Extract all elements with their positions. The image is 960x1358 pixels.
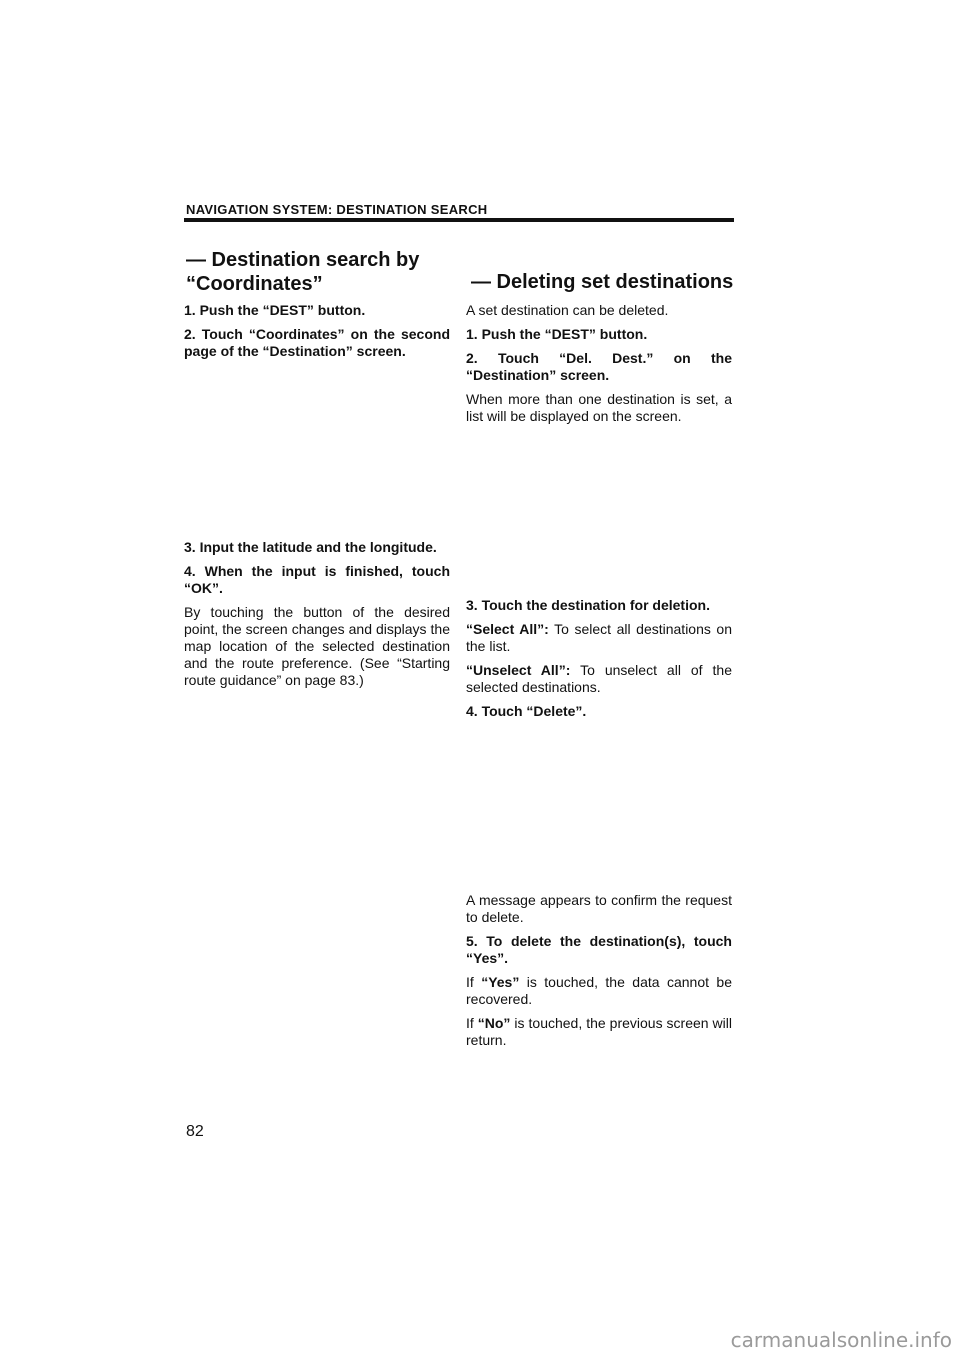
yes-term: “Yes”: [481, 974, 520, 990]
left-column-top: [184, 302, 450, 367]
select-all-term: “Select All”:: [466, 621, 549, 637]
left-body-1: By touching the button of the desired point, the screen changes and displays the map location of the selected destination and the route preference. (See “Starting route guidance” on page 83.): [184, 604, 450, 688]
no-term: “No”: [477, 1015, 511, 1031]
section-title-coordinates: [186, 248, 419, 296]
right-step-1: 1. Push the “DEST” button.: [466, 326, 648, 342]
right-body-1: When more than one destination is set, a list will be displayed on the screen.: [466, 391, 732, 424]
right-body-2: A message appears to confirm the request to delete.: [466, 892, 732, 925]
section-title-deleting: — Deleting set destinations: [471, 271, 734, 293]
watermark: carmanualsonline.info: [730, 1328, 952, 1352]
page-number: 82: [186, 1123, 204, 1140]
yes-desc: is touched, the data cannot be recovered.: [466, 974, 732, 1007]
running-header: NAVIGATION SYSTEM: DESTINATION SEARCH: [186, 202, 488, 217]
yes-prefix: If: [466, 974, 482, 990]
left-column-bottom: [184, 539, 450, 696]
left-step-2: 2. Touch “Coordinates” on the second page of the “Destination” screen.: [184, 326, 450, 359]
unselect-all-term: “Unselect All”:: [466, 662, 571, 678]
right-intro: A set destination can be deleted.: [466, 302, 669, 318]
unselect-all-definition: [466, 662, 732, 696]
left-step-1: 1. Push the “DEST” button.: [184, 302, 366, 318]
select-all-desc: To select all destinations on the list.: [466, 621, 733, 654]
right-column-middle: [466, 597, 732, 727]
left-step-3: 3. Input the latitude and the longitude.: [184, 539, 437, 555]
right-step-4: 4. Touch “Delete”.: [466, 703, 587, 719]
section-title-line1: — Destination search by: [186, 249, 420, 271]
right-column-bottom: [466, 892, 732, 1056]
no-prefix: If: [466, 1015, 478, 1031]
no-definition: [466, 1015, 732, 1049]
right-step-2: 2. Touch “Del. Dest.” on the “Destination” screen.: [466, 350, 732, 383]
right-step-5: 5. To delete the destination(s), touch “Yes”.: [466, 933, 732, 966]
select-all-definition: [466, 621, 732, 655]
header-rule: [184, 218, 734, 222]
section-title-line2: “Coordinates”: [186, 273, 323, 295]
unselect-all-desc: To unselect all of the selected destinations.: [466, 662, 732, 695]
right-step-3: 3. Touch the destination for deletion.: [466, 597, 710, 613]
no-desc: is touched, the previous screen will return.: [466, 1015, 732, 1048]
left-step-4: 4. When the input is finished, touch “OK”.: [184, 563, 450, 596]
right-column-top: [466, 302, 732, 432]
yes-definition: [466, 974, 732, 1008]
